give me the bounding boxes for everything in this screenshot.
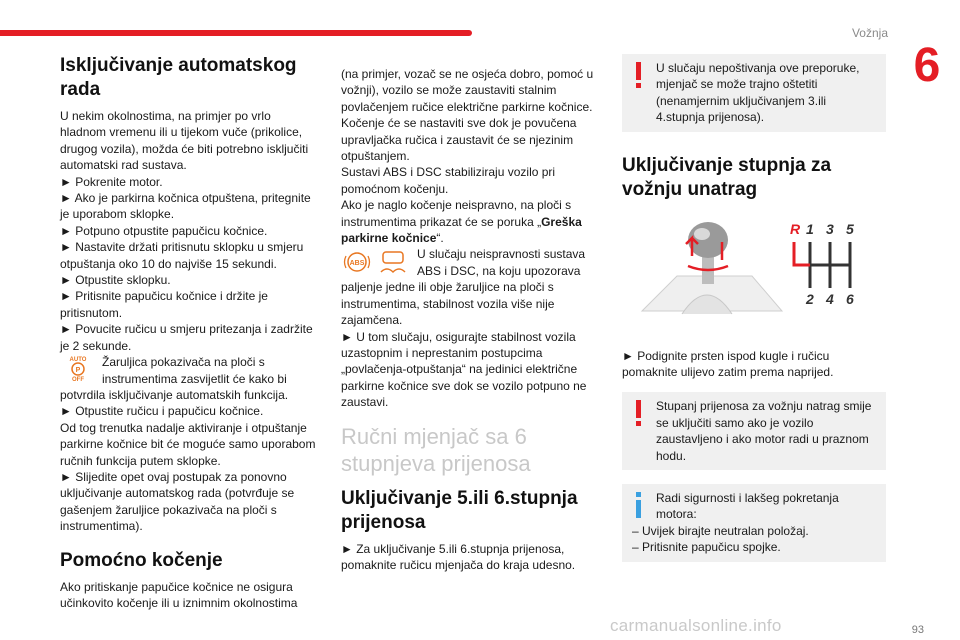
warning-text: U slučaju nepoštivanja ove preporuke, mjenjač se može trajno oštetiti (nenamjernim uključivanjem 3.ili 4.stupnja prijenosa). [656, 61, 860, 125]
column-3 [622, 54, 886, 562]
heading-disable-auto: Isključivanje automatskog rada [60, 55, 297, 100]
gear-label-4: 4 [826, 290, 834, 307]
paragraph: (na primjer, vozač se ne osjeća dobro, pomoć u vožnji), vozilo se može zaustaviti stalnim povlačenjem ručice električne parkirne kočnice. [341, 67, 594, 114]
paragraph [341, 197, 601, 246]
page-number: 93 [911, 624, 924, 636]
section-title: Vožnja [851, 26, 888, 40]
column-1 [60, 54, 318, 611]
paragraph: U slučaju neispravnosti sustava ABS i DSC, na koju upozorava paljenje jedne ili obje žaruljice na ploči s instrumentima, stabilnost vozila više nije zajamčena. [341, 247, 586, 328]
icon-label-off: OFF [72, 377, 84, 383]
info-note [622, 484, 886, 562]
warning-note [622, 392, 886, 470]
error-message: Greška parkirne kočnice [341, 214, 582, 246]
info-list-item: – Pritisnite papučicu spojke. [632, 540, 781, 555]
info-list-item: – Uvijek birajte neutralan položaj. [632, 523, 809, 538]
bullet-step: ► Za uključivanje 5.ili 6.stupnja prijenosa, pomaknite ručicu mjenjača do kraja udesno. [341, 541, 601, 574]
warning-note [622, 54, 886, 132]
heading-reverse-gear: Uključivanje stupnja za vožnju unatrag [622, 154, 832, 200]
watermark: carmanualsonline.info [610, 616, 782, 635]
text-pre: Ako je naglo kočenje neispravno, na ploči s instrumentima prikazat će se poruka „ [341, 198, 572, 229]
chapter-number: 6 [913, 39, 941, 92]
abs-dsc-warning-icons [341, 246, 411, 278]
paragraph: Kočenje će se nastaviti sve dok je povučena upravljačka ručica i zaustavit će se njezinim otpuštanjem. [341, 116, 577, 164]
auto-off-parking-brake-icon [60, 354, 96, 382]
gear-label-1: 1 [806, 220, 814, 237]
bullet-step: ► Povucite ručicu u smjeru pritezanja i zadržite je 2 sekunde. [60, 321, 318, 354]
bullet-step: ► Podignite prsten ispod kugle i ručicu pomaknite ulijevo zatim prema naprijed. [622, 348, 886, 381]
warning-text: Stupanj prijenosa za vožnju natrag smije se uključiti samo ako je vozilo zaustavljeno i ako motor radi u praznom hodu. [656, 399, 872, 463]
gear-shift-illustration [622, 216, 886, 326]
header-accent-bar [0, 30, 472, 36]
paragraph: Ako pritiskanje papučice kočnice ne osigura učinkovito kočenje ili u iznimnim okolnostima [60, 579, 298, 610]
bullet-step: ► Ako je parkirna kočnica otpuštena, pritegnite je uporabom sklopke. [60, 190, 318, 223]
heading-engage-5-6: Uključivanje 5.ili 6.stupnja prijenosa [341, 487, 578, 533]
warning-exclamation-icon [632, 398, 646, 428]
gear-label-2: 2 [806, 290, 814, 307]
bullet-step: ► Nastavite držati pritisnutu sklopku u smjeru otpuštanja oko 10 do najviše 15 sekundi. [60, 239, 318, 272]
bullet-step: ► Otpustite sklopku. [60, 272, 318, 288]
abs-icon-label: ABS [349, 260, 365, 268]
heading-auxiliary-braking: Pomoćno kočenje [60, 549, 223, 571]
bullet-step: ► U tom slučaju, osigurajte stabilnost vozila uzastopnim i neprestanim postupcima „povlačenja-otpuštanja“ na jedinici električne parkirne kočnice sve dok se vozilo potpuno ne zaustavi. [341, 329, 601, 411]
gear-label-r: R [790, 220, 801, 237]
warning-exclamation-icon [632, 60, 646, 90]
paragraph: U nekim okolnostima, na primjer po vrlo hladnom vremenu ili u tijekom vuče (prikolice, drugog vozila), možda će biti potrebno isključiti automatski rad sustava. [60, 109, 309, 173]
bullet-step: ► Potpuno otpustite papučicu kočnice. [60, 223, 318, 239]
paragraph: Od tog trenutka nadalje aktiviranje i otpuštanje parkirne kočnice bit će moguće samo uporabom ručnih funkcija putem sklopke. [60, 420, 316, 468]
gear-lever-image [622, 216, 886, 326]
bullet-step: ► Pokrenite motor. [60, 174, 318, 190]
paragraph: Žaruljica pokazivača na ploči s instrumentima zasvijetlit će kako bi potvrdila isključivanje automatskih funkcija. [60, 355, 289, 402]
icon-label-auto: AUTO [69, 357, 87, 364]
bullet-step: ► Slijedite opet ovaj postupak za ponovno uključivanje automatskog rada (potvrđuje se gašenjem žaruljice pokazivača na ploči s instrumentima). [60, 469, 318, 535]
info-text: Radi sigurnosti i lakšeg pokretanja motora: [656, 491, 839, 522]
bullet-step: ► Pritisnite papučicu kočnice i držite je pritisnutom. [60, 288, 318, 321]
heading-manual-gearbox: Ručni mjenjač sa 6 stupnjeva prijenosa [341, 423, 531, 476]
gear-label-6: 6 [846, 290, 854, 307]
info-icon [632, 490, 646, 520]
gear-label-5: 5 [846, 220, 854, 237]
gear-label-3: 3 [826, 220, 834, 237]
text-post: “. [436, 231, 444, 246]
column-2 [341, 66, 601, 573]
bullet-step: ► Otpustite ručicu i papučicu kočnice. [60, 403, 318, 419]
svg-text:P: P [75, 367, 81, 375]
paragraph: Sustavi ABS i DSC stabiliziraju vozilo pri pomoćnom kočenju. [341, 165, 556, 196]
